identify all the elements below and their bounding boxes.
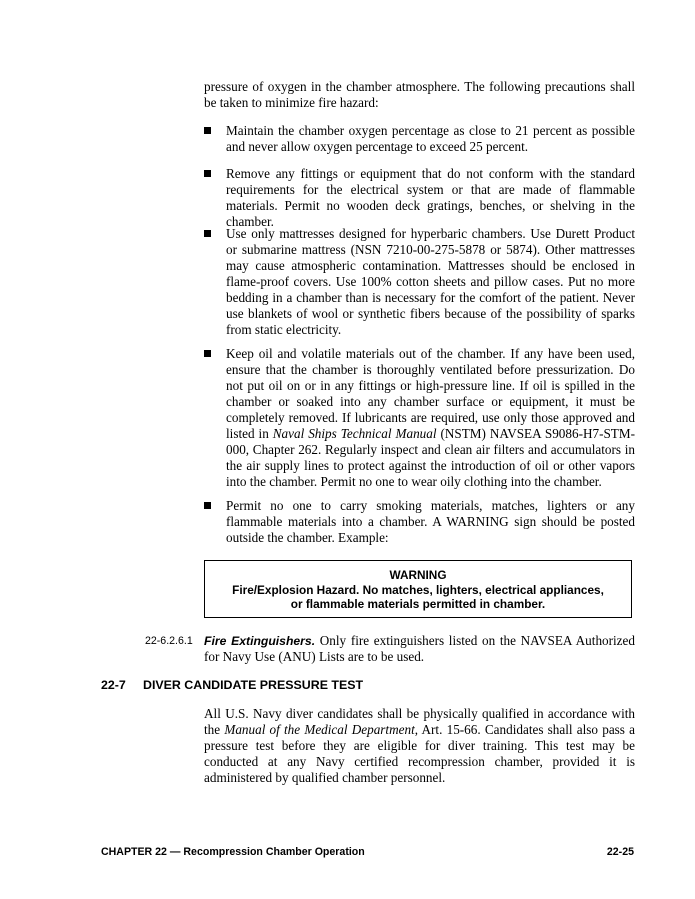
section-title: DIVER CANDIDATE PRESSURE TEST <box>143 678 364 692</box>
warning-line: or flammable materials permitted in chamber. <box>290 597 546 611</box>
bullet-square-icon <box>204 127 211 134</box>
manual-title: Naval Ships Technical Manual <box>272 426 437 441</box>
list-item <box>204 123 635 155</box>
bullet-square-icon <box>204 170 211 177</box>
list-item <box>204 226 635 338</box>
list-item-text-part: Keep oil and volatile materials out of the chamber. If any have been used, ensure that the chamber is thoroughly ventilated before pressurization. Do not put oil on or in any fittings or high-pressure line. If oil is spilled in the chamber or soaked into any chamber surface or equipment, it must be completely removed. If lubricants are required, use only those approved and listed in <box>226 346 635 441</box>
section-body <box>204 706 635 786</box>
fire-extinguishers-paragraph <box>204 633 635 665</box>
list-item-text: Remove any fittings or equipment that do not conform with the standard requirements for the electrical system or that are made of flammable materials. Permit no wooden deck gratings, benches, or shelving in the chamber. <box>226 166 635 229</box>
list-item <box>204 346 635 490</box>
list-item <box>204 498 635 546</box>
paragraph-heading: Fire Extinguishers. <box>204 634 316 648</box>
page-number: 22-25 <box>606 846 634 858</box>
bullet-square-icon <box>204 502 211 509</box>
list-item <box>204 166 635 230</box>
warning-title: WARNING <box>389 568 447 582</box>
paragraph-text: Only fire extinguishers listed on the NAVSEA Authorized for Navy Use (ANU) Lists are to be used. <box>204 633 635 664</box>
list-item-text: Permit no one to carry smoking materials, matches, lighters or any flammable materials into a chamber. A WARNING sign should be posted outside the chamber. Example: <box>226 498 635 545</box>
footer-chapter: CHAPTER 22 — Recompression Chamber Operation <box>101 846 365 858</box>
bullet-square-icon <box>204 350 211 357</box>
section-text-part: All U.S. Navy diver candidates shall be physically qualified in accordance with the <box>204 706 635 737</box>
section-number: 22-7 <box>101 678 126 692</box>
manual-title: Manual of the Medical Department <box>224 722 415 737</box>
list-item-text: Use only mattresses designed for hyperbaric chambers. Use Durett Product or submarine mattress (NSN 7210-00-275-5878 or 5874). Other mattresses may cause atmospheric contamination. Mattresses should be enclosed in flame-proof covers. Use 100% cotton sheets and pillow cases. Put no more bedding in a chamber than is necessary for the comfort of the patient. Never use blankets of wool or synthetic fibers because of the possibility of sparks from static electricity. <box>226 226 635 337</box>
warning-box <box>204 560 632 618</box>
bullet-square-icon <box>204 230 211 237</box>
list-item-text-part: (NSTM) NAVSEA S9086-H7-STM-000, Chapter 262. Regularly inspect and clean air filters and accumulators in the air supply lines to protect against the introduction of oil or other vapors into the chamber. Permit no one to wear oily clothing into the chamber. <box>226 426 635 489</box>
list-item-text <box>226 346 635 490</box>
list-item-text: Maintain the chamber oxygen percentage as close to 21 percent as possible and never allow oxygen percentage to exceed 25 percent. <box>226 123 635 154</box>
section-text-part: , Art. 15-66. Candidates shall also pass a pressure test before they are eligible for diver training. This test may be conducted at any Navy certified recompression chamber, provided it is administered by qualified chamber personnel. <box>204 722 635 785</box>
paragraph-number: 22-6.2.6.1 <box>145 635 193 647</box>
intro-paragraph: pressure of oxygen in the chamber atmosphere. The following precautions shall be taken to minimize fire hazard: <box>204 79 635 110</box>
warning-line: Fire/Explosion Hazard. No matches, lighters, electrical appliances, <box>232 582 604 597</box>
